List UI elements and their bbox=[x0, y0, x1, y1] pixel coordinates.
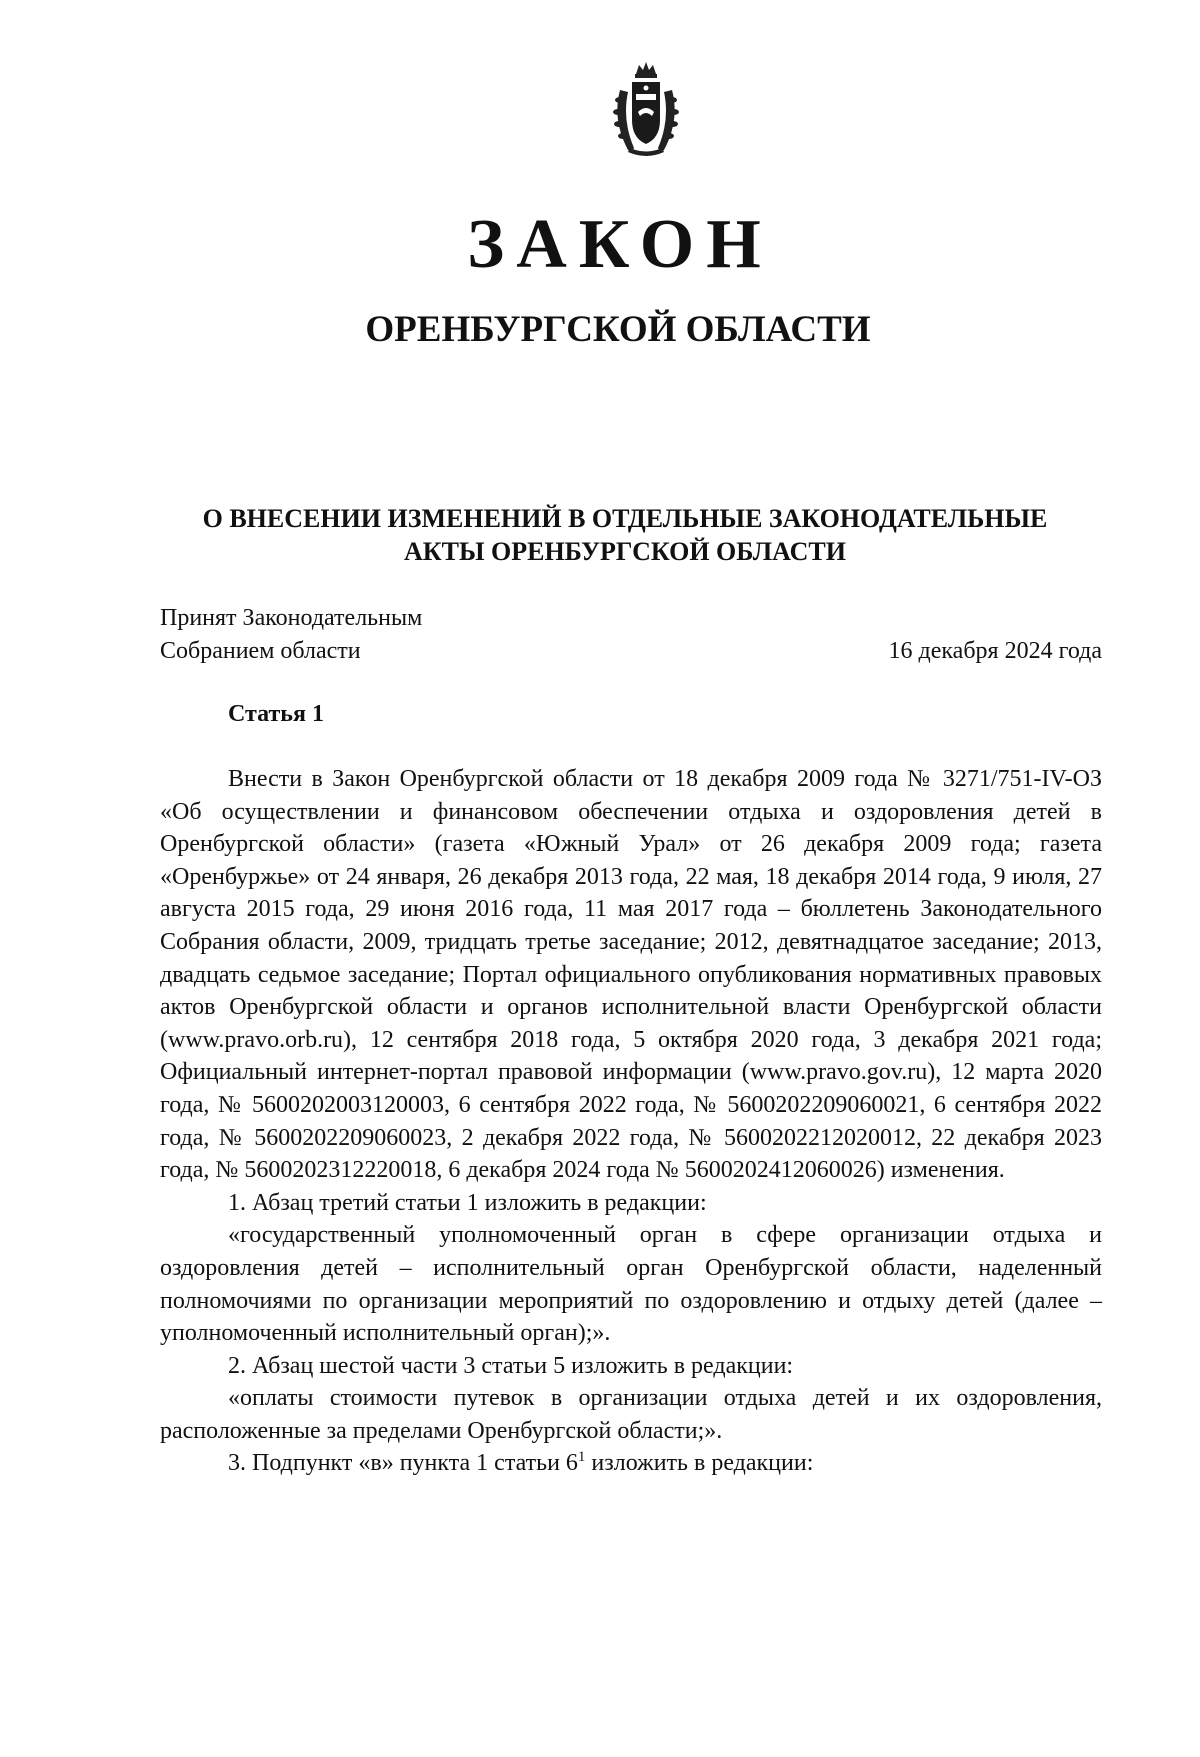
adoption-note bbox=[160, 602, 422, 668]
item-3-text-start: 3. Подпункт «в» пункта 1 статьи 6 bbox=[228, 1450, 578, 1477]
item-3-paragraph bbox=[160, 1447, 1102, 1480]
item-2-paragraph: 2. Абзац шестой части 3 статьи 5 изложить в редакции: bbox=[228, 1352, 794, 1379]
document-title: ЗАКОН bbox=[467, 206, 773, 283]
article-heading: Статья 1 bbox=[228, 701, 324, 727]
law-name-line-1: О ВНЕСЕНИИ ИЗМЕНЕНИЙ В ОТДЕЛЬНЫЕ ЗАКОНОДАТЕЛЬНЫЕ bbox=[202, 504, 1048, 533]
coat-of-arms-icon bbox=[606, 60, 686, 160]
adoption-line-2: Собранием области bbox=[160, 638, 361, 664]
item-3-text-end: изложить в редакции: bbox=[585, 1450, 814, 1477]
article-body bbox=[160, 763, 1102, 1480]
document-subtitle: ОРЕНБУРГСКОЙ ОБЛАСТИ bbox=[365, 309, 871, 350]
item-2-text-paragraph: «оплаты стоимости путевок в организации отдыха детей и их оздоровления, расположенные за пределами Оренбургской области;». bbox=[160, 1385, 1102, 1444]
law-name-line-2: АКТЫ ОРЕНБУРГСКОЙ ОБЛАСТИ bbox=[404, 537, 846, 566]
item-3-superscript: 1 bbox=[577, 1449, 586, 1466]
adoption-line-1: Принят Законодательным bbox=[160, 605, 423, 631]
adoption-date: 16 декабря 2024 года bbox=[888, 638, 1102, 664]
law-name bbox=[150, 502, 1100, 568]
item-1-text-paragraph: «государственный уполномоченный орган в сфере организации отдыха и оздоровления детей – исполнительный орган Оренбургской области, наделенный полномочиями по организации мероприятий по оздоровлению и отдыху детей (далее – уполномоченный исполнительный орган);». bbox=[160, 1222, 1102, 1347]
item-1-paragraph: 1. Абзац третий статьи 1 изложить в редакции: bbox=[228, 1189, 707, 1216]
article-intro-paragraph: Внести в Закон Оренбургской области от 18 декабря 2009 года № 3271/751-IV-ОЗ «Об осуществлении и финансовом обеспечении отдыха и оздоровления детей в Оренбургской области» (газета «Южный Урал» от 26 декабря 2009 года; газета «Оренбуржье» от 24 января, 26 декабря 2013 года, 22 мая, 18 декабря 2014 года, 9 июля, 27 августа 2015 года, 29 июня 2016 года, 11 мая 2017 года – бюллетень Законодательного Собрания области, 2009, тридцать третье заседание; 2012, девятнадцатое заседание; 2013, двадцать седьмое заседание; Портал официального опубликования нормативных правовых актов Оренбургской области и органов исполнительной власти Оренбургской области (www.pravo.orb.ru), 12 сентября 2018 года, 5 октября 2020 года, 3 декабря 2021 года; Официальный интернет-портал правовой информации (www.pravo.gov.ru), 12 марта 2020 года, № 5600202003120003, 6 сентября 2022 года, № 5600202209060021, 6 сентября 2022 года, № 5600202209060023, 2 декабря 2022 года, № 5600202212020012, 22 декабря 2023 года, № 5600202312220018, 6 декабря 2024 года № 5600202412060026) изменения. bbox=[160, 766, 1102, 1184]
